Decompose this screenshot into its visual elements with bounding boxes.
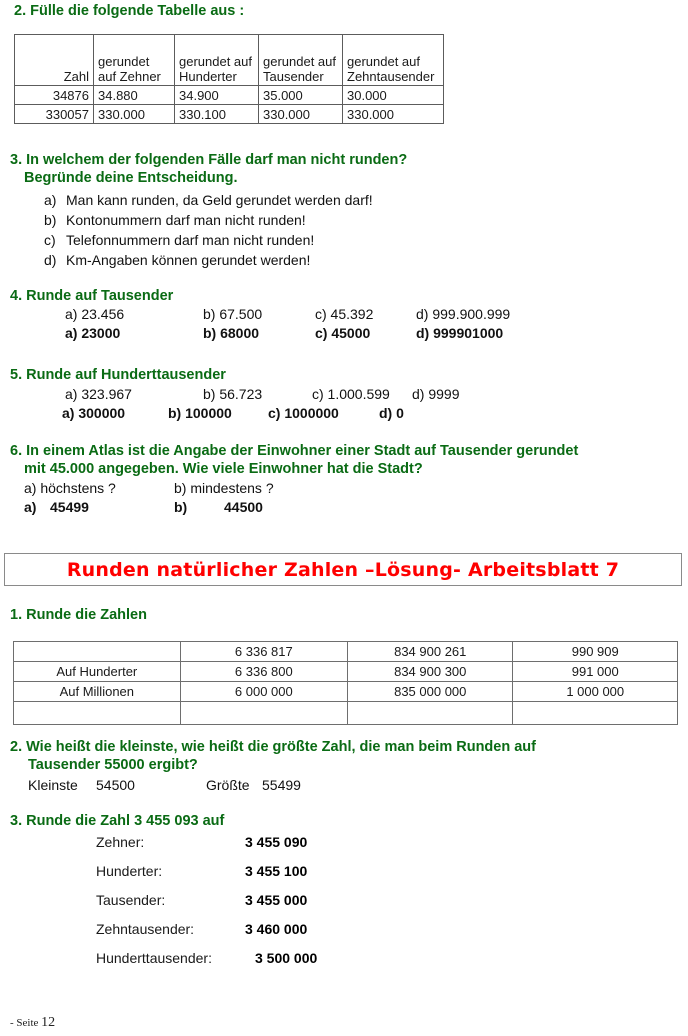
cell-hunderter: 330.100 [175,105,259,124]
empty-cell [513,702,678,725]
cell-answer: 1 000 000 [513,682,678,702]
sheet2-groesste-label: Größte [206,777,250,793]
section3-item-text-d: Km-Angaben können gerundet werden! [66,252,311,268]
section6-heading-line1: 6. In einem Atlas ist die Angabe der Einwohner einer Stadt auf Tausender gerundet [10,443,579,459]
section6-answer-marker-b: b) [174,499,188,515]
worksheet-title-banner [4,553,682,586]
row-label-millionen: Auf Millionen [14,682,181,702]
cell-zahl: 34876 [15,86,94,105]
section5-heading: 5. Runde auf Hunderttausender [10,367,226,383]
section3-heading-line2: Begründe deine Entscheidung. [24,170,238,186]
sheet2-kleinste-value: 54500 [96,777,135,793]
section4-question-d: d) 999.900.999 [416,306,511,322]
sheet3-label-hunderttausender: Hunderttausender: [96,950,212,966]
table-header-row [14,642,678,662]
section4-question-b: b) 67.500 [203,306,263,322]
cell-tausender: 35.000 [259,86,343,105]
sheet2-heading-line1: 2. Wie heißt die kleinste, wie heißt die größte Zahl, die man beim Runden auf [10,739,536,755]
header-line2: Zehntausender [347,68,435,84]
sheet3-label-zehner: Zehner: [96,834,145,850]
cell-zehner: 330.000 [94,105,175,124]
table-row [14,682,678,702]
table-row [15,86,444,105]
sheet3-heading: 3. Runde die Zahl 3 455 093 auf [10,813,225,829]
rounding-table-section2 [14,34,444,124]
cell-answer: 991 000 [513,662,678,682]
sheet3-value-hunderter: 3 455 100 [245,863,308,879]
header-line1: gerundet auf [347,54,421,69]
rounding-table-sheet1 [13,641,678,725]
page-footer [10,1015,55,1031]
section4-question-c: c) 45.392 [315,306,374,322]
section3-heading-line1: 3. In welchem der folgenden Fälle darf man nicht runden? [10,152,408,168]
section3-item-marker-d: d) [44,252,57,268]
section5-question-c: c) 1.000.599 [312,386,390,402]
section4-question-a: a) 23.456 [65,306,125,322]
sheet2-heading-line2: Tausender 55000 ergibt? [28,757,198,773]
cell-answer: 6 000 000 [180,682,347,702]
cell-hunderter: 34.900 [175,86,259,105]
header-line1: gerundet [98,54,150,69]
table-header-cell-number2: 834 900 261 [348,642,513,662]
empty-cell [348,702,513,725]
sheet3-value-tausender: 3 455 000 [245,892,308,908]
cell-answer: 6 336 800 [180,662,347,682]
table-header-row [15,35,444,86]
section4-answer-c: c) 45000 [315,325,371,341]
footer-page-number: 12 [41,1015,56,1030]
section6-heading-line2: mit 45.000 angegeben. Wie viele Einwohner hat die Stadt? [24,461,423,477]
sheet3-label-hunderter: Hunderter: [96,863,163,879]
section3-item-marker-a: a) [44,192,57,208]
section6-answer-value-b: 44500 [224,499,263,515]
section4-answer-d: d) 999901000 [416,325,504,341]
sheet3-value-hunderttausender: 3 500 000 [255,950,318,966]
worksheet-title: Runden natürlicher Zahlen –Lösung- Arbeitsblatt 7 [66,559,620,581]
cell-zehntausender: 30.000 [343,86,444,105]
header-line1: gerundet auf [263,54,337,69]
empty-cell [180,702,347,725]
sheet3-value-zehntausender: 3 460 000 [245,921,308,937]
empty-cell [14,702,181,725]
table-header-cell-zehntausender [343,35,444,86]
table-header-cell-number3: 990 909 [513,642,678,662]
table-row [14,662,678,682]
table-header-cell-number1: 6 336 817 [180,642,347,662]
table-row [15,105,444,124]
header-line2: auf Zehner [98,68,161,84]
table-empty-row [14,702,678,725]
row-label-hunderter: Auf Hunderter [14,662,181,682]
section6-answer-value-a: 45499 [50,499,89,515]
footer-label: - Seite [10,1017,39,1029]
cell-tausender: 330.000 [259,105,343,124]
header-line2: Hunderter [179,68,237,84]
section3-item-marker-b: b) [44,212,57,228]
sheet1-heading: 1. Runde die Zahlen [10,607,147,623]
sheet3-label-tausender: Tausender: [96,892,166,908]
section5-answer-a: a) 300000 [62,405,126,421]
sheet2-kleinste-label: Kleinste [28,777,78,793]
section5-answer-c: c) 1000000 [268,405,339,421]
sheet2-groesste-value: 55499 [262,777,301,793]
table-header-cell-zahl [15,35,94,86]
section6-question-b: b) mindestens ? [174,480,274,496]
section5-answer-b: b) 100000 [168,405,232,421]
sheet3-label-zehntausender: Zehntausender: [96,921,195,937]
section5-question-a: a) 323.967 [65,386,132,402]
table-corner-cell [14,642,181,662]
table-header-cell-hunderter [175,35,259,86]
header-line2: Tausender [263,68,324,84]
section3-item-marker-c: c) [44,232,56,248]
header-line1: gerundet auf [179,54,253,69]
section3-item-text-c: Telefonnummern darf man nicht runden! [66,232,315,248]
cell-answer: 835 000 000 [348,682,513,702]
section3-item-text-b: Kontonummern darf man nicht runden! [66,212,306,228]
section6-answer-marker-a: a) [24,499,37,515]
cell-zehner: 34.880 [94,86,175,105]
section3-item-text-a: Man kann runden, da Geld gerundet werden darf! [66,192,373,208]
section4-answer-b: b) 68000 [203,325,260,341]
sheet3-value-zehner: 3 455 090 [245,834,308,850]
cell-zehntausender: 330.000 [343,105,444,124]
section5-question-b: b) 56.723 [203,386,263,402]
table-header-cell-tausender [259,35,343,86]
section5-answer-d: d) 0 [379,405,404,421]
section5-question-d: d) 9999 [412,386,460,402]
header-line2: Zahl [63,68,89,84]
section2-heading: 2. Fülle die folgende Tabelle aus : [14,3,245,19]
cell-zahl: 330057 [15,105,94,124]
table-header-cell-zehner [94,35,175,86]
section4-answer-a: a) 23000 [65,325,121,341]
section6-question-a: a) höchstens ? [24,480,116,496]
cell-answer: 834 900 300 [348,662,513,682]
section4-heading: 4. Runde auf Tausender [10,288,174,304]
